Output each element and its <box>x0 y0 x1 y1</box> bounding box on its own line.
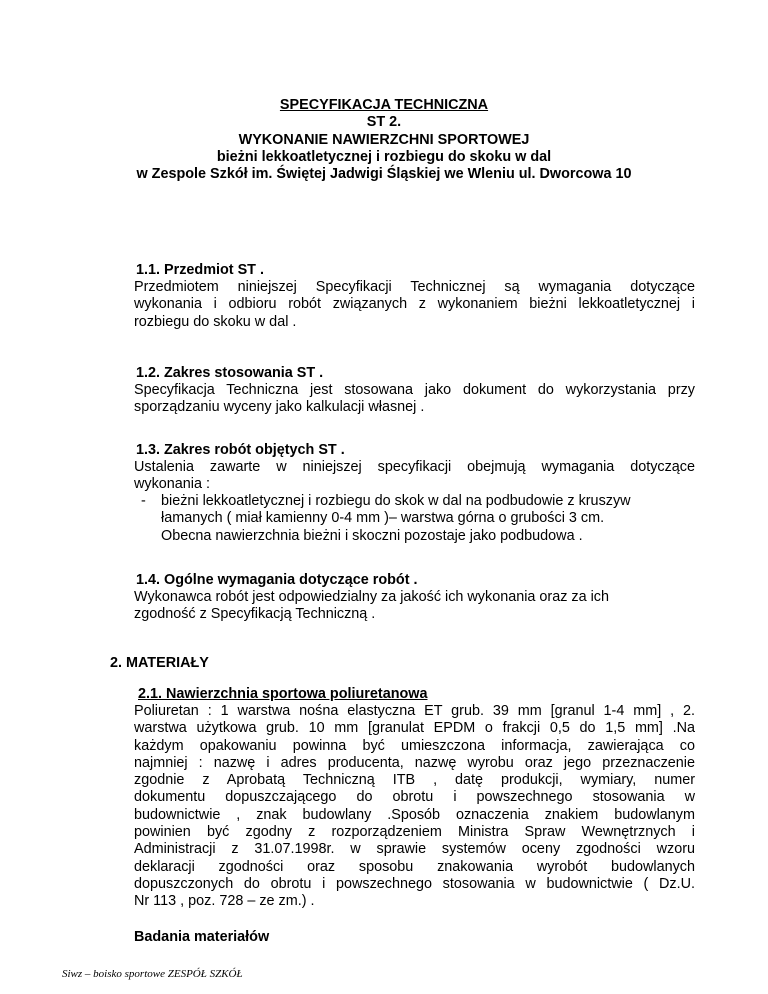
section-1-3-list-item <box>161 493 695 545</box>
section-2-1-line: dopuszczonych do obrotu i powszechnego stosowania w budownictwie ( Dz.U. <box>134 875 695 892</box>
section-1-3-body <box>134 459 695 494</box>
section-1-1-line: Przedmiotem niniejszej Specyfikacji Technicznej są wymagania dotyczące <box>134 279 695 295</box>
document-title <box>0 97 768 183</box>
section-2-1-line: Nr 113 , poz. 728 – ze zm.) . <box>134 893 315 910</box>
list-item-line: łamanych ( miał kamienny 0-4 mm )– warstwa górna o grubości 3 cm. <box>161 510 605 527</box>
section-1-2-body <box>134 382 695 417</box>
section-2-1-line: dokumentu dopuszczającego do obrotu i powszechnego stosowania w <box>134 789 695 806</box>
section-1-2-heading: 1.2. Zakres stosowania ST . <box>136 365 324 381</box>
title-line-3: WYKONANIE NAWIERZCHNI SPORTOWEJ <box>238 131 530 148</box>
section-1-1-line: rozbiegu do skoku w dal . <box>134 313 297 330</box>
section-1-4-line: Wykonawca robót jest odpowiedzialny za jakość ich wykonania oraz za ich <box>134 589 609 605</box>
section-2-1-line: Administracji z 31.07.1998r. w sprawie systemów oceny zgodności wzoru <box>134 841 695 858</box>
list-item-line: bieżni lekkoatletycznej i rozbiegu do skok w dal na podbudowie z kruszyw <box>161 493 631 509</box>
section-2-1-line: deklaracji zgodności oraz sposobu znakowania wyrobót budowlanych <box>134 858 695 875</box>
title-line-2: ST 2. <box>366 114 402 131</box>
section-2-1-line: zgodnie z Aprobatą Techniczną ITB , datę produkcji, wymiary, numer <box>134 772 695 789</box>
title-line-4: bieżni lekkoatletycznej i rozbiegu do skoku w dal <box>216 148 552 165</box>
section-1-2-line: sporządzaniu wyceny jako kalkulacji własnej . <box>134 399 425 416</box>
section-2-1-line: każdym opakowaniu powinna być umieszczona informacja, zawierająca co <box>134 737 695 754</box>
section-1-3-line: wykonania : <box>134 476 210 493</box>
section-1-4-body <box>134 589 695 624</box>
title-line-5: w Zespole Szkół im. Świętej Jadwigi Śląskiej we Wleniu ul. Dworcowa 10 <box>136 166 632 183</box>
section-2-1-line: warstwa użytkowa grub. 10 mm [granulat EPDM o frakcji 0,5 do 1,5 mm] .Na <box>134 720 695 737</box>
list-item-line: Obecna nawierzchnia bieżni i skoczni pozostaje jako podbudowa . <box>161 527 583 544</box>
section-2-1-line: powinien być zgodny z rozporządzeniem Ministra Spraw Wewnętrznych i <box>134 824 695 841</box>
list-dash: - <box>141 493 146 509</box>
section-1-3-heading: 1.3. Zakres robót objętych ST . <box>136 442 345 458</box>
section-2-1-line: Poliuretan : 1 warstwa nośna elastyczna ET grub. 39 mm [granul 1-4 mm] , 2. <box>134 703 695 719</box>
section-2-1-line: budownictwie , znak budowlany .Sposób oznaczenia znakiem budowlanym <box>134 806 695 823</box>
section-2-heading: 2. MATERIAŁY <box>110 655 209 671</box>
title-line-1: SPECYFIKACJA TECHNICZNA <box>279 97 489 113</box>
section-1-1-body <box>134 279 695 331</box>
section-1-1-heading: 1.1. Przedmiot ST . <box>136 262 264 278</box>
section-2-1-heading: 2.1. Nawierzchnia sportowa poliuretanowa <box>138 686 428 702</box>
section-1-3-line: Ustalenia zawarte w niniejszej specyfikacji obejmują wymagania dotyczące <box>134 459 695 475</box>
page-footer: Siwz – boisko sportowe ZESPÓŁ SZKÓŁ <box>62 968 243 980</box>
section-2-1-body <box>134 703 695 911</box>
section-2-1-line: najmniej : nazwę i adres producenta, nazwę wyrobu oraz jego przeznaczenie <box>134 754 695 771</box>
section-1-4-line: zgodność z Specyfikacją Techniczną . <box>134 606 376 623</box>
section-1-1-line: wykonania i odbioru robót związanych z wykonaniem bieżni lekkoatletycznej i <box>134 296 695 313</box>
section-1-4-heading: 1.4. Ogólne wymagania dotyczące robót . <box>136 572 418 588</box>
badania-heading: Badania materiałów <box>134 929 270 945</box>
section-1-2-line: Specyfikacja Techniczna jest stosowana jako dokument do wykorzystania przy <box>134 382 695 398</box>
